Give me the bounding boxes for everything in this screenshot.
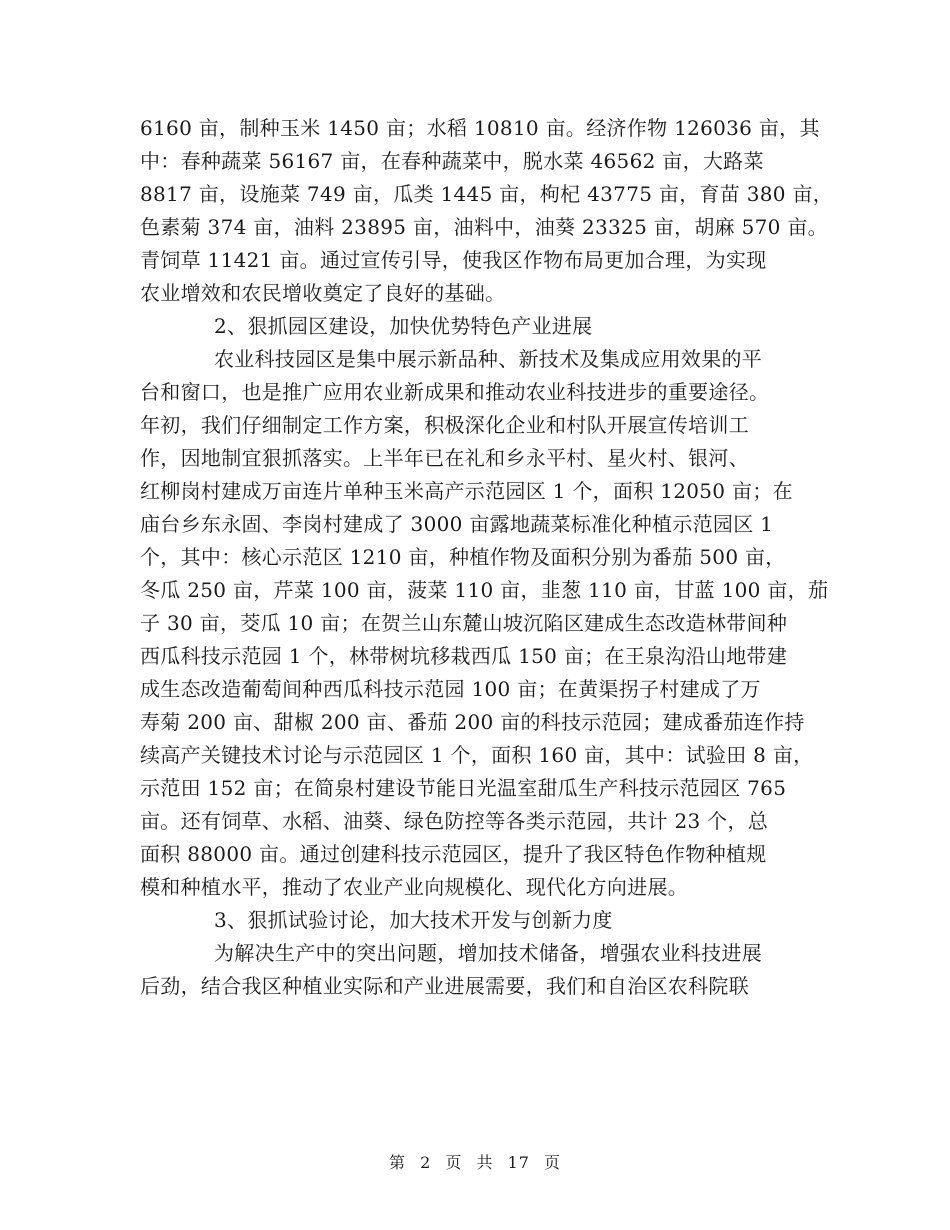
text-line: 庙台乡东永固、李岗村建成了 3000 亩露地蔬菜标准化种植示范园区 1 (140, 512, 774, 536)
section-heading: 2、狠抓园区建设，加快优势特色产业进展 (214, 314, 593, 338)
footer-total-pages: 17 (507, 1153, 530, 1172)
text-line: 成生态改造葡萄间种西瓜科技示范园 100 亩；在黄渠拐子村建成了万 (140, 677, 761, 701)
text-line: 子 30 亩，茭瓜 10 亩；在贺兰山东麓山坡沉陷区建成生态改造林带间种 (140, 611, 788, 635)
text-line: 模和种植水平，推动了农业产业向规模化、现代化方向进展。 (140, 875, 689, 899)
text-line: 作，因地制宜狠抓落实。上半年已在礼和乡永平村、星火村、银河、 (140, 446, 749, 470)
text-line: 个，其中：核心示范区 1210 亩，种植作物及面积分别为番茄 500 亩， (140, 545, 786, 569)
text-line: 红柳岗村建成万亩连片单种玉米高产示范园区 1 个，面积 12050 亩；在 (140, 479, 793, 503)
text-line: 台和窗口，也是推广应用农业新成果和推动农业科技进步的重要途径。 (140, 380, 770, 404)
footer-di: 第 (388, 1153, 406, 1172)
section-heading: 3、狠抓试验讨论，加大技术开发与创新力度 (214, 908, 613, 932)
text-line: 续高产关键技术讨论与示范园区 1 个，面积 160 亩，其中：试验田 8 亩， (140, 743, 814, 767)
text-line: 8817 亩，设施菜 749 亩，瓜类 1445 亩，枸杞 43775 亩，育苗 380 亩， (140, 182, 834, 206)
text-line: 示范田 152 亩；在简泉村建设节能日光温室甜瓜生产科技示范园区 765 (140, 776, 787, 800)
footer-page-number: 2 (420, 1153, 432, 1172)
text-line: 西瓜科技示范园 1 个，林带树坑移栽西瓜 150 亩；在王泉沟沿山地带建 (140, 644, 788, 668)
page-footer (0, 1150, 950, 1173)
footer-ye: 页 (445, 1153, 463, 1172)
text-line: 色素菊 374 亩，油料 23895 亩，油料中，油葵 23325 亩，胡麻 570 亩。 (140, 215, 828, 239)
footer-ye2: 页 (544, 1153, 562, 1172)
footer-gong: 共 (476, 1153, 494, 1172)
text-line: 面积 88000 亩。通过创建科技示范园区，提升了我区特色作物种植规 (140, 842, 767, 866)
text-line: 寿菊 200 亩、甜椒 200 亩、番茄 200 亩的科技示范园；建成番茄连作持 (140, 710, 805, 734)
text-line: 农业科技园区是集中展示新品种、新技术及集成应用效果的平 (214, 347, 763, 371)
text-line: 为解决生产中的突出问题，增加技术储备，增强农业科技进展 (214, 941, 763, 965)
text-line: 冬瓜 250 亩，芹菜 100 亩，菠菜 110 亩，韭葱 110 亩，甘蓝 100 亩，茄 (140, 578, 829, 602)
text-line: 中：春种蔬菜 56167 亩，在春种蔬菜中，脱水菜 46562 亩，大路菜 (140, 149, 764, 173)
text-line: 农业增效和农民增收奠定了良好的基础。 (140, 281, 506, 305)
text-line: 亩。还有饲草、水稻、油葵、绿色防控等各类示范园，共计 23 个，总 (140, 809, 769, 833)
text-line: 6160 亩，制种玉米 1450 亩；水稻 10810 亩。经济作物 126036 亩，其 (140, 116, 820, 140)
text-line: 青饲草 11421 亩。通过宣传引导，使我区作物布局更加合理，为实现 (140, 248, 767, 272)
text-line: 后劲，结合我区种植业实际和产业进展需要，我们和自治区农科院联 (140, 974, 749, 998)
text-line: 年初，我们仔细制定工作方案，积极深化企业和村队开展宣传培训工 (140, 413, 749, 437)
body-text (140, 112, 834, 1003)
